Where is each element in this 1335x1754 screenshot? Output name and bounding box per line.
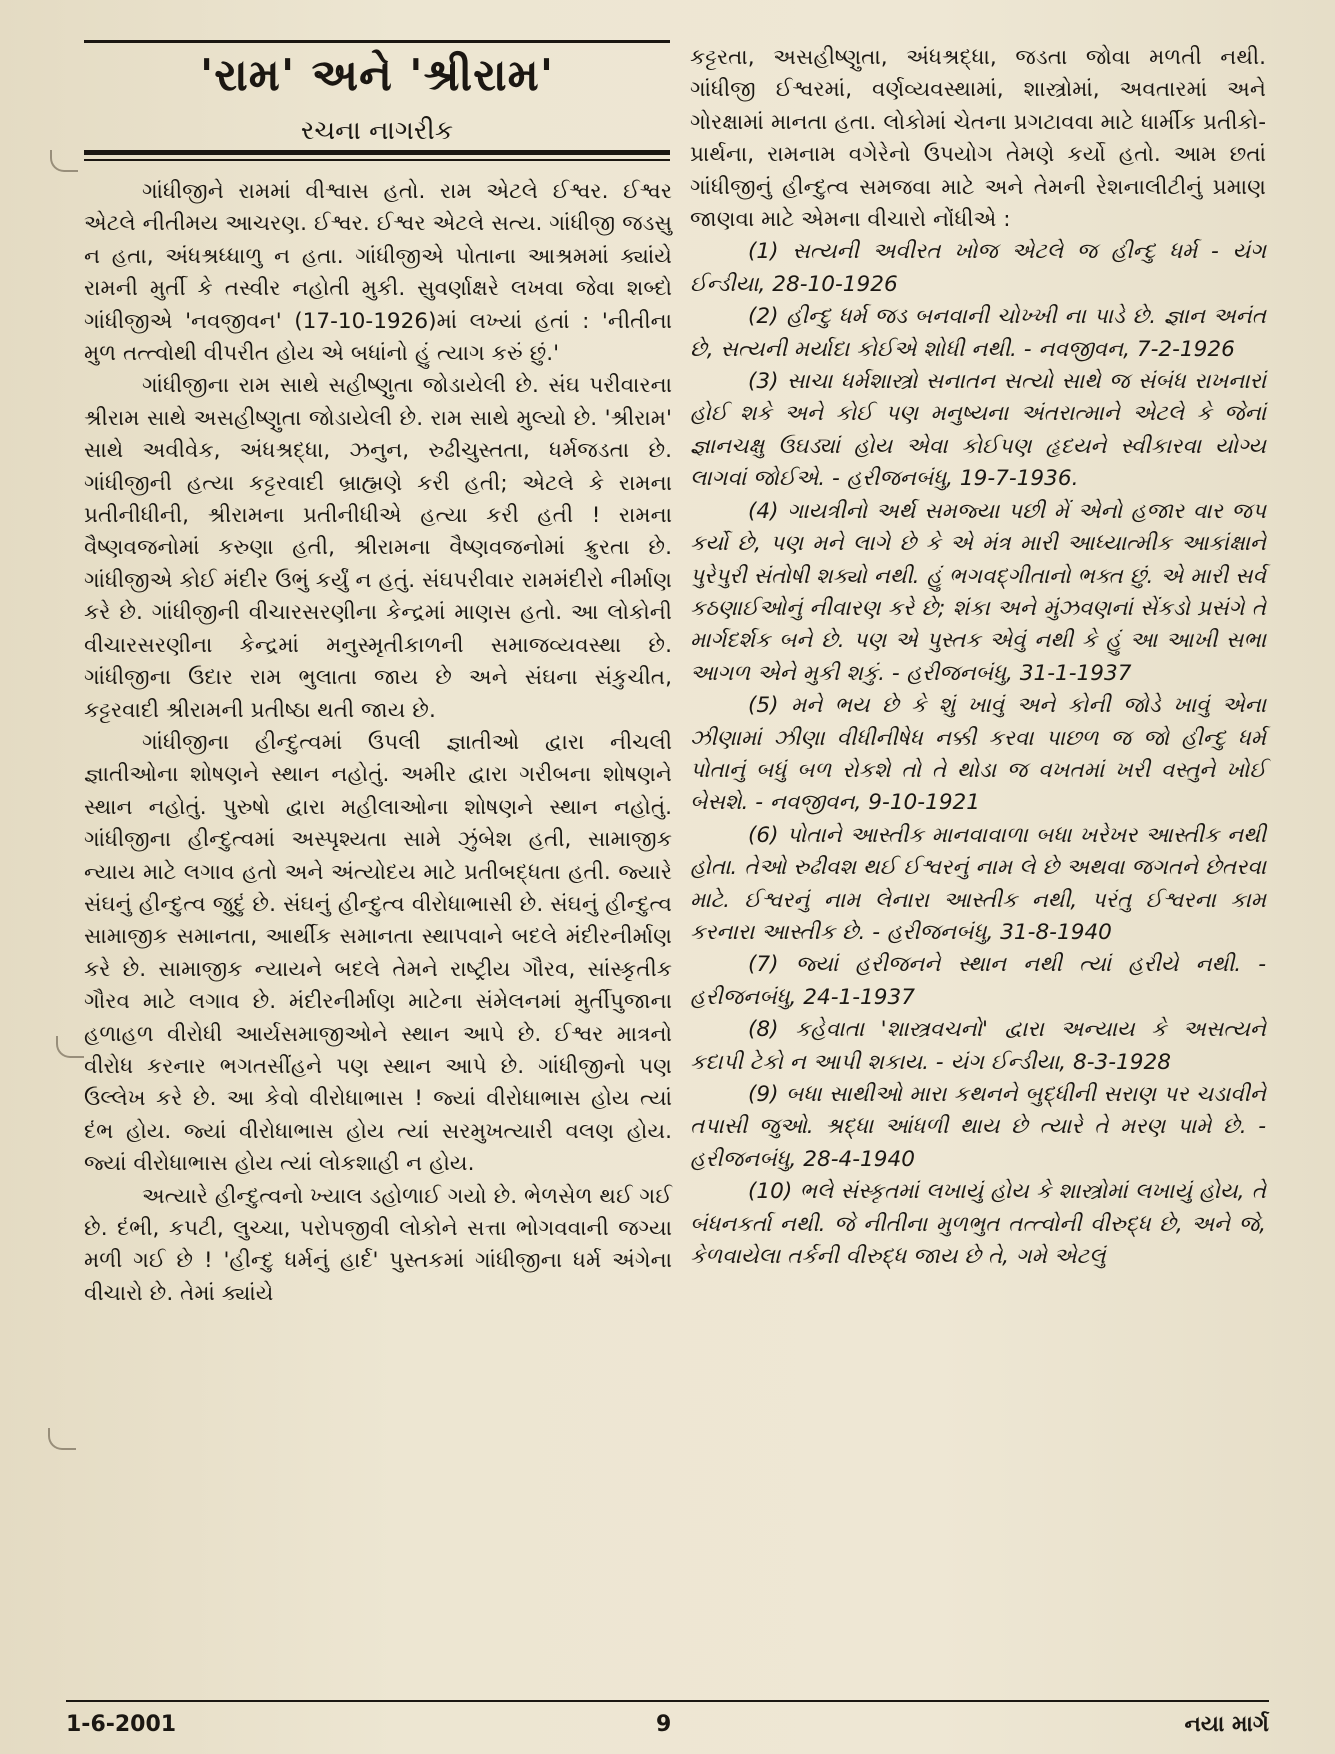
gandhi-quote: (10) ભલે સંસ્કૃતમાં લખાયું હોય કે શાસ્ત્રોમાં લખાયું હોય, તે બંધનકર્તા નથી. જે નીતીના મુળભુત તત્ત્વોની વીરુદ્ધ છે, અને જે, કેળવાયેલા તર્કની વીરુદ્ધ જાય છે તે, ગમે એટલું xyxy=(690,1179,1266,1270)
byline-rule-thin xyxy=(84,159,670,161)
right-column xyxy=(690,42,1266,1273)
footer-date: 1-6-2001 xyxy=(66,1712,177,1737)
gandhi-quote: (5) મને ભય છે કે શું ખાવું અને કોની જોડે ખાવું એના ઝીણામાં ઝીણા વીધીનીષેધ નક્કી કરવા પાછળ જ જો હીન્દુ ધર્મ પોતાનું બધું બળ રોકશે તો તે થોડા જ વખતમાં ખરી વસ્તુને ખોઈ બેસશે. - નવજીવન, 9-10-1921 xyxy=(690,693,1266,816)
magazine-name: નયા માર્ગ xyxy=(1184,1712,1269,1737)
gandhi-quote: (3) સાચા ધર્મશાસ્ત્રો સનાતન સત્યો સાથે જ સંબંધ રાખનારાં હોઈ શકે અને કોઈ પણ મનુષ્યના અંતરાત્માને એટલે કે જેનાં જ્ઞાનચક્ષુ ઉઘડ્યાં હોય એવા કોઈપણ હૃદયને સ્વીકારવા યોગ્ય લાગવાં જોઈએ. - હરીજનબંધુ, 19-7-1936. xyxy=(690,369,1266,492)
intro-paragraph: કટ્ટરતા, અસહીષ્ણુતા, અંધશ્રદ્ધા, જડતા જોવા મળતી નથી. ગાંધીજી ઈશ્વરમાં, વર્ણવ્યવસ્થામાં, શાસ્ત્રોમાં, અવતારમાં અને ગોરક્ષામાં માનતા હતા. લોકોમાં ચેતના પ્રગટાવવા માટે ધાર્મીક પ્રતીકો-પ્રાર્થના, રામનામ વગેરેનો ઉપયોગ તેમણે કર્યો હતો. આમ છતાં ગાંધીજીનું હીન્દુત્વ સમજવા માટે અને તેમની રેશનાલીટીનું પ્રમાણ જાણવા માટે એમના વીચારો નોંધીએ : xyxy=(690,45,1266,233)
article-title: 'રામ' અને 'શ્રીરામ' xyxy=(199,50,555,101)
gandhi-quote: (9) બધા સાથીઓ મારા કથનને બુદ્ધીની સરાણ પર ચડાવીને તપાસી જુઓ. શ્રદ્ધા આંધળી થાય છે ત્યારે તે મરણ પામે છે. - હરીજનબંધુ, 28-4-1940 xyxy=(690,1082,1266,1172)
pen-margin-mark xyxy=(50,150,78,172)
gandhi-quote: (7) જ્યાં હરીજનને સ્થાન નથી ત્યાં હરીયે નથી. - હરીજનબંધુ, 24-1-1937 xyxy=(690,952,1266,1010)
footer-rule xyxy=(66,1700,1269,1702)
gandhi-quote: (8) કહેવાતા 'શાસ્ત્રવચનો' દ્વારા અન્યાય કે અસત્યને કદાપી ટેકો ન આપી શકાય. - યંગ ઈન્ડીયા, 8-3-1928 xyxy=(690,1017,1266,1075)
gandhi-quote: (6) પોતાને આસ્તીક માનવાવાળા બધા ખરેખર આસ્તીક નથી હોતા. તેઓ રુઢીવશ થઈ ઈશ્વરનું નામ લે છે અથવા જગતને છેતરવા માટે. ઈશ્વરનું નામ લેનારા આસ્તીક નથી, પરંતુ ઈશ્વરના કામ કરનારા આસ્તીક છે. - હરીજનબંધુ, 31-8-1940 xyxy=(690,822,1266,945)
gandhi-quote: (2) હીન્દુ ધર્મ જડ બનવાની ચોખ્ખી ના પાડે છે. જ્ઞાન અનંત છે, સત્યની મર્યાદા કોઈએ શોધી નથી. - નવજીવન, 7-2-1926 xyxy=(690,304,1266,362)
page-number: 9 xyxy=(656,1712,672,1737)
body-paragraph: ગાંધીજીને રામમાં વીશ્વાસ હતો. રામ એટલે ઈશ્વર. ઈશ્વર એટલે નીતીમય આચરણ. ઈશ્વર. ઈશ્વર એટલે સત્ય. ગાંધીજી જડસુ ન હતા, અંધશ્રધ્ધાળુ ન હતા. ગાંધીજીએ પોતાના આશ્રમમાં ક્યાંયે રામની મુર્તી કે તસ્વીર નહોતી મુકી. સુવર્ણાક્ષરે લખવા જેવા શબ્દો ગાંધીજીએ 'નવજીવન' (17-10-1926)માં લખ્યાં હતાં : 'નીતીના મુળ તત્ત્વોથી વીપરીત હોય એ બધાંનો હું ત્યાગ કરું છું.' xyxy=(84,179,672,367)
byline-rule-thick xyxy=(84,150,670,155)
body-paragraph: ગાંધીજીના રામ સાથે સહીષ્ણુતા જોડાયેલી છે. સંઘ પરીવારના શ્રીરામ સાથે અસહીષ્ણુતા જોડાયેલી છે. રામ સાથે મુલ્યો છે. 'શ્રીરામ' સાથે અવીવેક, અંધશ્રદ્ધા, ઝનુન, રુઢીચુસ્તતા, ધર્મજડતા છે. ગાંધીજીની હત્યા કટ્ટરવાદી બ્રાહ્મણે કરી હતી; એટલે કે રામના પ્રતીનીધીની, શ્રીરામના પ્રતીનીધીએ હત્યા કરી હતી ! રામના વૈષ્ણવજનોમાં કરુણા હતી, શ્રીરામના વૈષ્ણવજનોમાં ક્રુરતા છે. ગાંધીજીએ કોઈ મંદીર ઉભું કર્યું ન હતું. સંઘપરીવાર રામમંદીરો નીર્માણ કરે છે. ગાંધીજીની વીચારસરણીના કેન્દ્રમાં માણસ હતો. આ લોકોની વીચારસરણીના કેન્દ્રમાં મનુસ્મૃતીકાળની સમાજવ્યવસ્થા છે. ગાંધીજીના ઉદાર રામ ભુલાતા જાય છે અને સંઘના સંકુચીત, કટ્ટરવાદી શ્રીરામની પ્રતીષ્ઠા થતી જાય છે. xyxy=(84,373,672,723)
pen-margin-mark xyxy=(48,1428,76,1450)
author-byline: રચના નાગરીક xyxy=(300,116,454,146)
left-column xyxy=(84,176,672,1310)
title-top-rule xyxy=(84,40,670,43)
body-paragraph: અત્યારે હીન્દુત્વનો ખ્યાલ ડહોળાઈ ગયો છે. ભેળસેળ થઈ ગઈ છે. દંભી, કપટી, લુચ્ચા, પરોપજીવી લોકોને સત્તા ભોગવવાની જગ્યા મળી ગઈ છે ! 'હીન્દુ ધર્મનું હાર્દ' પુસ્તકમાં ગાંધીજીના ધર્મ અંગેના વીચારો છે. તેમાં ક્યાંયે xyxy=(84,1183,672,1306)
gandhi-quote: (1) સત્યની અવીરત ખોજ એટલે જ હીન્દુ ધર્મ - યંગ ઈન્ડીયા, 28-10-1926 xyxy=(690,239,1266,297)
gandhi-quote: (4) ગાયત્રીનો અર્થ સમજ્યા પછી મેં એનો હજાર વાર જપ કર્યો છે, પણ મને લાગે છે કે એ મંત્ર મારી આધ્યાત્મીક આકાંક્ષાને પુરેપુરી સંતોષી શક્યો નથી. હું ભગવદ્ગીતાનો ભક્ત છું. એ મારી સર્વ કઠણાઈઓનું નીવારણ કરે છે; શંકા અને મુંઝવણનાં સેંકડો પ્રસંગે તે માર્ગદર્શક બને છે. પણ એ પુસ્તક એવું નથી કે હું આ આખી સભા આગળ એને મુકી શકું. - હરીજનબંધુ, 31-1-1937 xyxy=(690,498,1266,686)
pen-margin-mark xyxy=(56,1036,84,1058)
body-paragraph: ગાંધીજીના હીન્દુત્વમાં ઉપલી જ્ઞાતીઓ દ્વારા નીચલી જ્ઞાતીઓના શોષણને સ્થાન નહોતું. અમીર દ્વારા ગરીબના શોષણને સ્થાન નહોતું. પુરુષો દ્વારા મહીલાઓના શોષણને સ્થાન નહોતું. ગાંધીજીના હીન્દુત્વમાં અસ્પૃશ્યતા સામે ઝુંબેશ હતી, સામાજીક ન્યાય માટે લગાવ હતો અને અંત્યોદય માટે પ્રતીબદ્ધતા હતી. જ્યારે સંઘનું હીન્દુત્વ જુદું છે. સંઘનું હીન્દુત્વ વીરોધાભાસી છે. સંઘનું હીન્દુત્વ સામાજીક સમાનતા, આર્થીક સમાનતા સ્થાપવાને બદલે મંદીરનીર્માણ કરે છે. સામાજીક ન્યાયને બદલે તેમને રાષ્ટ્રીય ગૌરવ, સાંસ્કૃતીક ગૌરવ માટે લગાવ છે. મંદીરનીર્માણ માટેના સંમેલનમાં મુર્તીપુજાના હળાહળ વીરોધી આર્યસમાજીઓને સ્થાન આપે છે. ઈશ્વર માત્રનો વીરોધ કરનાર ભગતસીંહને પણ સ્થાન આપે છે. ગાંધીજીનો પણ ઉલ્લેખ કરે છે. આ કેવો વીરોધાભાસ ! જ્યાં વીરોધાભાસ હોય ત્યાં દંભ હોય. જ્યાં વીરોધાભાસ હોય ત્યાં સરમુખત્યારી વલણ હોય. જ્યાં વીરોધાભાસ હોય ત્યાં લોકશાહી ન હોય. xyxy=(84,729,672,1177)
